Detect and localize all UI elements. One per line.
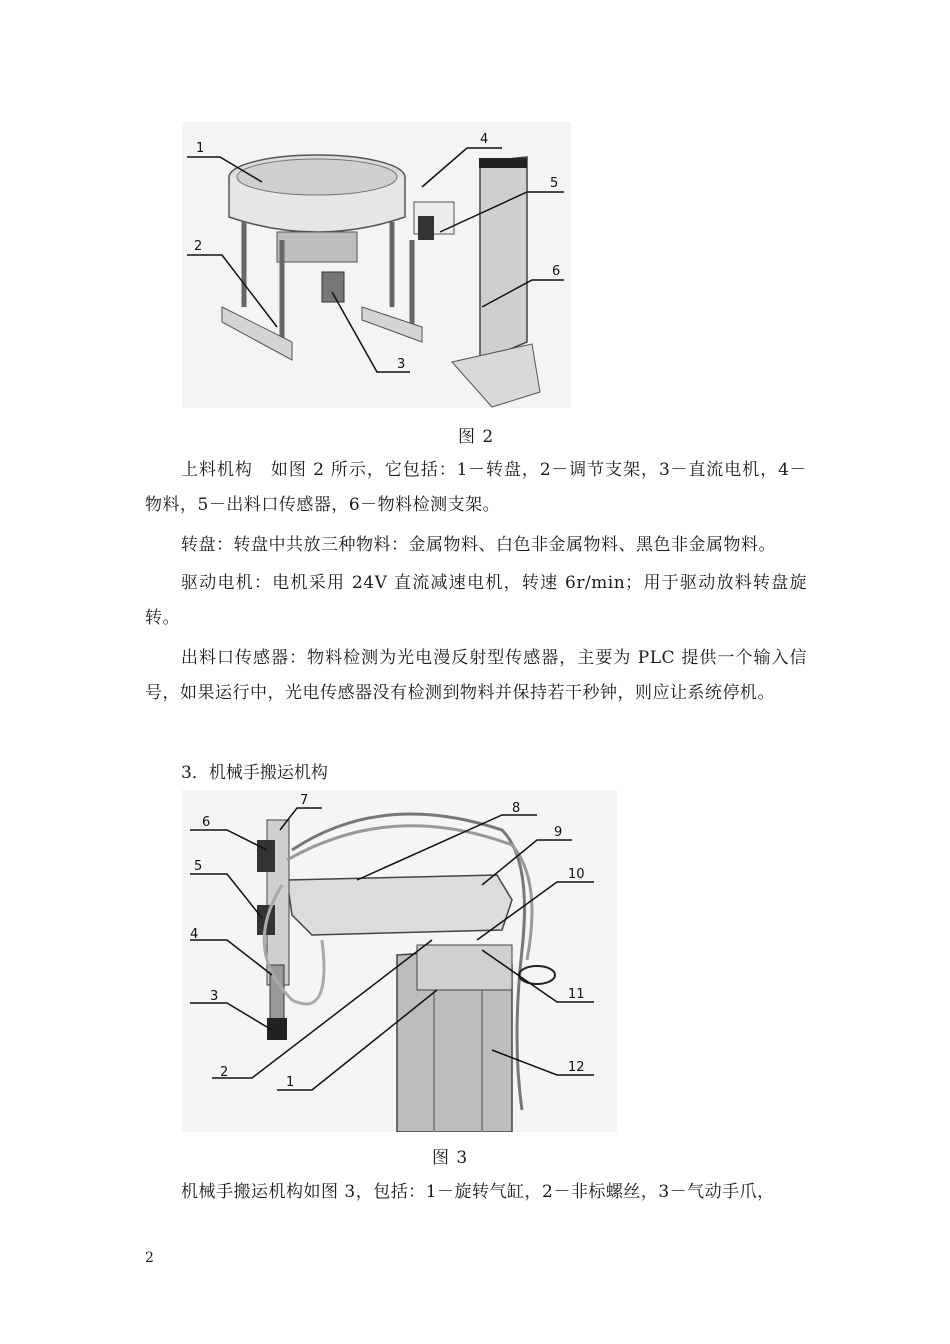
fig3-label-8: 8 [512,801,521,816]
paragraph-text: 机械手搬运机构如图 3，包括：1－旋转气缸，2－非标螺丝，3－气动手爪， [181,1182,775,1202]
fig2-label-4: 4 [480,132,489,147]
paragraph-manipulator [145,1175,807,1210]
fig3-label-1: 1 [286,1075,295,1090]
fig3-label-11: 11 [568,987,585,1002]
fig3-label-5: 5 [194,859,203,874]
page-number: 2 [145,1250,154,1266]
fig3-label-9: 9 [554,825,563,840]
fig2-label-5: 5 [550,176,559,191]
paragraph-text: 上料机构 如图 2 所示，它包括：1－转盘，2－调节支架，3－直流电机，4－物料，5－出料口传感器，6－物料检测支架。 [145,460,807,515]
paragraph-text: 出料口传感器：物料检测为光电漫反射型传感器，主要为 PLC 提供一个输入信号，如果运行中，光电传感器没有检测到物料并保持若干秒钟，则应让系统停机。 [145,648,807,703]
figure-2-caption: 图 2 [458,427,495,447]
figure-2-image [182,122,571,408]
fig3-label-10: 10 [568,867,585,882]
fig3-label-12: 12 [568,1060,585,1075]
section-heading: 3．机械手搬运机构 [181,763,328,783]
fig2-label-6: 6 [552,264,561,279]
paragraph-outlet-sensor [145,641,807,711]
paragraph-text: 转盘：转盘中共放三种物料：金属物料、白色非金属物料、黑色非金属物料。 [181,535,776,555]
figure-3-caption: 图 3 [432,1148,469,1168]
figure-3-image [182,790,617,1132]
fig3-label-7: 7 [300,793,309,808]
paragraph-turntable [145,528,807,563]
paragraph-feeding-mechanism [145,453,807,523]
paragraph-drive-motor [145,566,807,636]
fig2-label-2: 2 [194,239,203,254]
fig3-label-6: 6 [202,815,211,830]
fig3-label-2: 2 [220,1065,229,1080]
fig3-label-4: 4 [190,927,199,942]
fig3-label-3: 3 [210,989,219,1004]
fig2-label-1: 1 [196,141,205,156]
fig2-label-3: 3 [397,357,406,372]
paragraph-text: 驱动电机：电机采用 24V 直流减速电机，转速 6r/min；用于驱动放料转盘旋转。 [145,573,807,628]
